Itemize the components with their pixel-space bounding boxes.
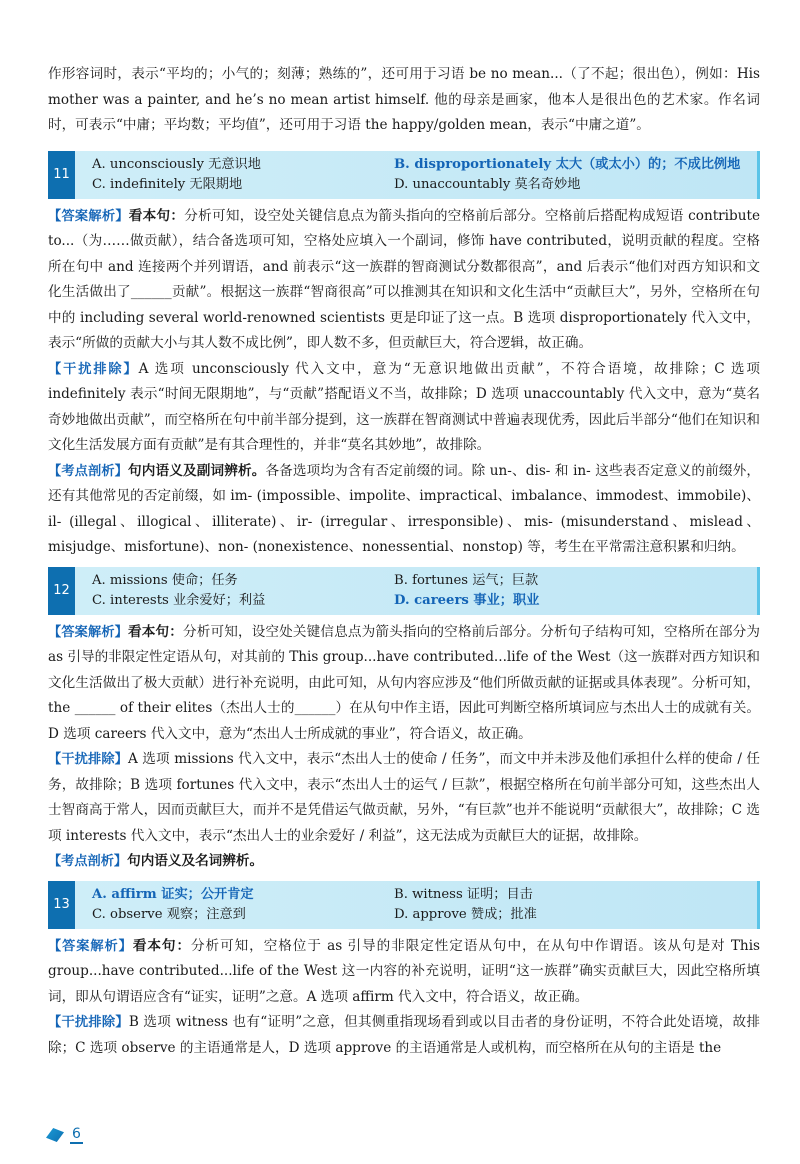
key-point-text: 各备选项均为含有否定前缀的词。除 un-、dis- 和 in- 这些表否定意义的前缀外，还有其他常见的否定前缀，如 im- (impossible、impolite、impractical、imbalance、immodest、immobile)、il- (illegal、illogical、illiterate)、ir- (irregular、irresponsible)、mis- (misunderstand、mislead、misjudge、misfortune)、non- (nonexistence、nonessential、nonstop) 等，考生在平常需注意积累和归纳。 <box>48 462 760 555</box>
option-a-correct: A. affirm 证实；公开肯定 <box>92 886 254 902</box>
key-point-tag: 【考点剖析】 <box>48 463 129 479</box>
key-point-tag: 【考点剖析】 <box>48 854 128 869</box>
question-number: 13 <box>48 881 75 929</box>
analysis-lead: 看本句： <box>128 623 183 640</box>
question-12-options <box>48 567 760 615</box>
distractor-tag: 【干扰排除】 <box>48 361 139 377</box>
answer-analysis <box>48 204 760 357</box>
option-b: B. witness 证明；目击 <box>394 886 533 902</box>
key-point-analysis <box>48 459 760 561</box>
distractor-elimination <box>48 747 760 849</box>
analysis-lead: 看本句： <box>128 207 185 224</box>
option-c: C. indefinitely 无限期地 <box>92 176 243 192</box>
answer-analysis <box>48 620 760 748</box>
answer-analysis-tag: 【答案解析】 <box>48 938 133 954</box>
distractor-tag: 【干扰排除】 <box>48 1015 129 1030</box>
page-footer <box>46 1126 83 1144</box>
option-d: D. unaccountably 莫名奇妙地 <box>394 176 581 192</box>
key-point-lead: 句内语义及副词辨析。 <box>128 462 266 479</box>
analysis-text: 分析可知，空格位于 as 引导的非限定性定语从句中，在从句中作谓语。该从句是对 This group...have contributed...life of the West 这一内容的补充说明，证明“这一族群”确实贡献巨大，因此空格所填词，即从句谓语应含有“证实，证明”之意。A 选项 affirm 代入文中，符合语义，故正确。 <box>48 937 761 1005</box>
distractor-text: B 选项 witness 也有“证明”之意，但其侧重指现场看到或以目击者的身份证明，不符合此处语境，故排除；C 选项 observe 的主语通常是人，D 选项 approve 的主语通常是人或机构，而空格所在从句的主语是 the <box>48 1014 761 1056</box>
key-point-lead: 句内语义及名词辨析。 <box>127 853 264 869</box>
distractor-text: A 选项 unconsciously 代入文中，意为“无意识地做出贡献”，不符合语境，故排除；C 选项 indefinitely 表示“时间无限期地”，与“贡献”搭配语义不当，故排除；D 选项 unaccountably 代入文中，意为“莫名奇妙地做出贡献”，而空格所在句中前半部分提到，这一族群在智商测试中普遍表现优秀，因此后半部分“他们在知识和文化生活发展方面有贡献”是有其合理性的，并非“莫名其妙地”，故排除。 <box>48 360 761 453</box>
question-number: 11 <box>48 151 75 199</box>
answer-analysis <box>48 934 760 1011</box>
distractor-elimination <box>48 357 760 459</box>
option-c: C. interests 业余爱好；利益 <box>92 592 266 608</box>
option-d-correct: D. careers 事业；职业 <box>394 592 540 608</box>
intro-paragraph: 作形容词时，表示“平均的；小气的；刻薄；熟练的”，还可用于习语 be no mean...（了不起；很出色），例如：His mother was a painter, and he’s no mean artist himself. 他的母亲是画家，他本人是很出色的艺术家。作名词时，可表示“中庸；平均数；平均值”，还可用于习语 the happy/golden mean，表示“中庸之道”。 <box>48 66 760 133</box>
option-a: A. unconsciously 无意识地 <box>92 156 261 172</box>
question-number: 12 <box>48 567 75 615</box>
page-content <box>48 62 760 1061</box>
question-13-options <box>48 881 760 929</box>
option-b-correct: B. disproportionately 太大（或太小）的；不成比例地 <box>394 156 741 172</box>
key-point-analysis <box>48 849 760 875</box>
page-number: 6 <box>72 1126 81 1142</box>
answer-analysis-tag: 【答案解析】 <box>48 208 129 224</box>
option-d: D. approve 赞成；批准 <box>394 906 537 922</box>
option-b: B. fortunes 运气；巨款 <box>394 572 539 588</box>
option-c: C. observe 观察；注意到 <box>92 906 246 922</box>
analysis-text: 分析可知，设空处关键信息点为箭头指向的空格前后部分。空格前后搭配构成短语 contribute to...（为……做贡献），结合备选项可知，空格处应填入一个副词，修饰 have contributed，说明贡献的程度。空格所在句中 and 连接两个并列谓语，and 前表示“这一族群的智商测试分数都很高”，and 后表示“他们对西方知识和文化生活做出了______贡献”。根据这一族群“智商很高”可以推测其在知识和文化生活中“贡献巨大”，另外，空格所在句中的 including several world-renowned scientists 更是印证了这一点。B 选项 disproportionately 代入文中，表示“所做的贡献大小与其人数不成比例”，即人数不多，但贡献巨大，符合逻辑，故正确。 <box>48 207 760 351</box>
analysis-lead: 看本句： <box>132 937 191 954</box>
question-11-options <box>48 151 760 199</box>
distractor-elimination <box>48 1010 760 1061</box>
answer-analysis-tag: 【答案解析】 <box>48 624 129 640</box>
option-a: A. missions 使命；任务 <box>92 572 238 588</box>
analysis-text: 分析可知，设空处关键信息点为箭头指向的空格前后部分。分析句子结构可知，空格所在部分为 as 引导的非限定性定语从句，对其前的 This group...have contributed...life of the West（这一族群对西方知识和文化生活做出了极大贡献）进行补充说明，由此可知，从句内容应涉及“他们所做贡献的证据或具体表现”。分析可知，the ______ of their elites（杰出人士的______）在从句中作主语，因此可判断空格所填词应与杰出人士的成就有关。D 选项 careers 代入文中，意为“杰出人士所成就的事业”，符合语义，故正确。 <box>48 623 760 742</box>
page-corner-icon <box>46 1128 64 1142</box>
distractor-tag: 【干扰排除】 <box>48 752 128 767</box>
distractor-text: A 选项 missions 代入文中，表示“杰出人士的使命 / 任务”，而文中并未涉及他们承担什么样的使命 / 任务，故排除；B 选项 fortunes 代入文中，表示“杰出人士的运气 / 巨款”，根据空格所在句前半部分可知，这些杰出人士智商高于常人，因而贡献巨大，而并不是凭借运气做贡献，另外，“有巨款”也并不能说明“贡献很大”，故排除；C 选项 interests 代入文中，表示“杰出人士的业余爱好 / 利益”，这无法成为贡献巨大的证据，故排除。 <box>48 751 761 844</box>
